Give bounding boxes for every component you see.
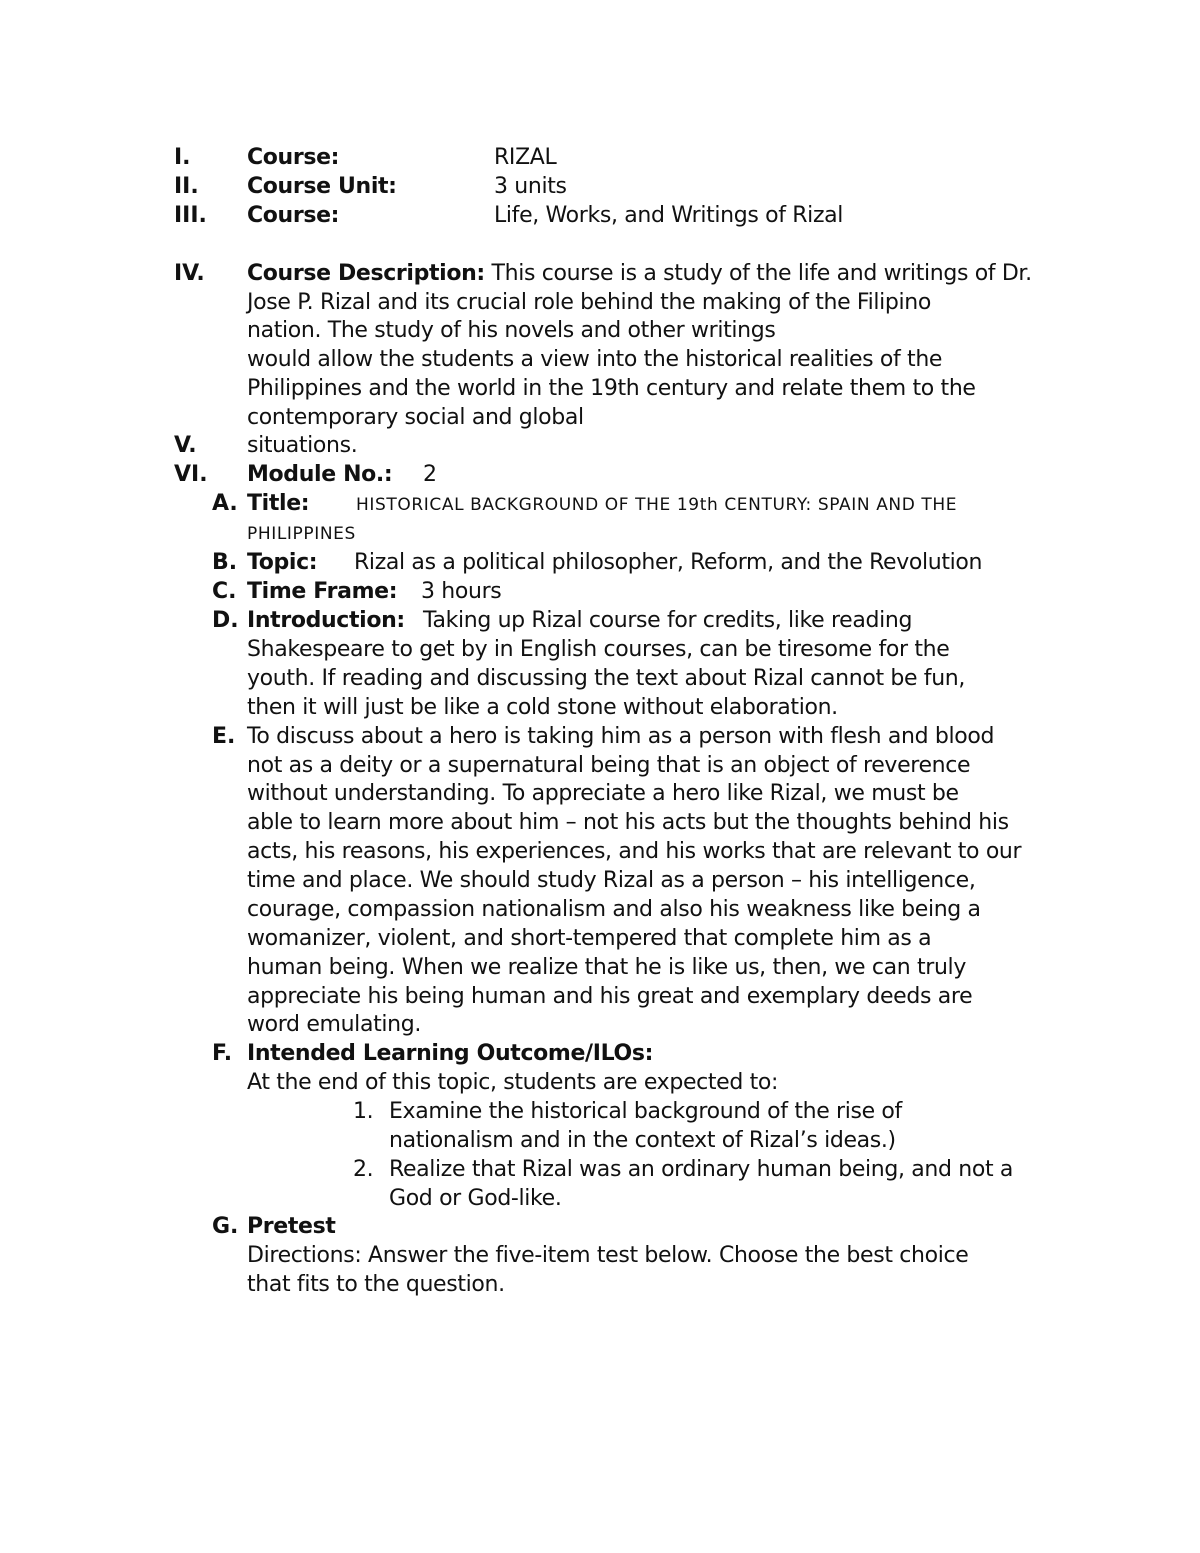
pretest-directions: that fits to the question. bbox=[247, 1272, 505, 1297]
module-label: Module No.: bbox=[247, 462, 393, 487]
title-label: Title: bbox=[247, 491, 310, 516]
ilo-item-text: Examine the historical background of the rise of bbox=[389, 1099, 902, 1124]
introduction-line: Taking up Rizal course for credits, like reading bbox=[423, 608, 913, 633]
ilo-item-number: 1. bbox=[353, 1099, 374, 1124]
hero-paragraph-line: womanizer, violent, and short-tempered that complete him as a bbox=[247, 926, 932, 951]
hero-paragraph-line: able to learn more about him – not his acts but the thoughts behind his bbox=[247, 810, 1009, 835]
hero-paragraph-line: appreciate his being human and his great and exemplary deeds are bbox=[247, 984, 973, 1009]
letter-g: G. bbox=[212, 1214, 239, 1239]
course-title-label: Course: bbox=[247, 203, 340, 228]
hero-paragraph-line: courage, compassion nationalism and also his weakness like being a bbox=[247, 897, 981, 922]
ilo-item-text: God or God-like. bbox=[389, 1186, 562, 1211]
hero-paragraph-line: acts, his reasons, his experiences, and his works that are relevant to our bbox=[247, 839, 1022, 864]
hero-paragraph-line: without understanding. To appreciate a hero like Rizal, we must be bbox=[247, 781, 959, 806]
letter-d: D. bbox=[212, 608, 239, 633]
ilo-item-number: 2. bbox=[353, 1157, 374, 1182]
module-value: 2 bbox=[423, 462, 437, 487]
course-description-line: nation. The study of his novels and other writings bbox=[247, 318, 776, 343]
ilo-heading: Intended Learning Outcome/ILOs: bbox=[247, 1041, 654, 1066]
ilo-intro: At the end of this topic, students are expected to: bbox=[247, 1070, 779, 1095]
introduction-line: then it will just be like a cold stone without elaboration. bbox=[247, 695, 838, 720]
letter-a: A. bbox=[212, 491, 238, 516]
numeral-vi: VI. bbox=[174, 462, 208, 487]
letter-e: E. bbox=[212, 724, 236, 749]
title-value: PHILIPPINES bbox=[247, 524, 356, 544]
numeral-i: I. bbox=[174, 145, 191, 170]
title-value: HISTORICAL BACKGROUND OF THE 19th CENTURY: SPAIN AND THE bbox=[356, 495, 958, 515]
course-description-line: contemporary social and global bbox=[247, 405, 584, 430]
course-unit-value: 3 units bbox=[494, 174, 567, 199]
pretest-directions: Directions: Answer the five-item test below. Choose the best choice bbox=[247, 1243, 969, 1268]
numeral-v: V. bbox=[174, 433, 197, 458]
ilo-item-text: nationalism and in the context of Rizal’s ideas.) bbox=[389, 1128, 896, 1153]
pretest-heading: Pretest bbox=[247, 1214, 336, 1239]
course-description-text: This course is a study of the life and writings of Dr. bbox=[484, 261, 1032, 286]
topic-value: Rizal as a political philosopher, Reform, and the Revolution bbox=[354, 550, 983, 575]
course-description-line: would allow the students a view into the historical realities of the bbox=[247, 347, 943, 372]
course-description-line bbox=[247, 259, 1032, 288]
hero-paragraph-line: human being. When we realize that he is like us, then, we can truly bbox=[247, 955, 966, 980]
course-value: RIZAL bbox=[494, 145, 557, 170]
situations-text: situations. bbox=[247, 433, 358, 458]
course-description-line: Jose P. Rizal and its crucial role behind the making of the Filipino bbox=[247, 290, 932, 315]
ilo-item-text: Realize that Rizal was an ordinary human being, and not a bbox=[389, 1157, 1014, 1182]
hero-paragraph-line: time and place. We should study Rizal as a person – his intelligence, bbox=[247, 868, 976, 893]
topic-label: Topic: bbox=[247, 550, 318, 575]
course-unit-label: Course Unit: bbox=[247, 174, 397, 199]
course-description-line: Philippines and the world in the 19th century and relate them to the bbox=[247, 376, 976, 401]
numeral-ii: II. bbox=[174, 174, 199, 199]
numeral-iii: III. bbox=[174, 203, 207, 228]
hero-paragraph-line: word emulating. bbox=[247, 1012, 421, 1037]
hero-paragraph-line: not as a deity or a supernatural being that is an object of reverence bbox=[247, 753, 971, 778]
course-description-label: Course Description: bbox=[247, 261, 485, 286]
introduction-line: Shakespeare to get by in English courses, can be tiresome for the bbox=[247, 637, 950, 662]
letter-c: C. bbox=[212, 579, 237, 604]
hero-paragraph-line: To discuss about a hero is taking him as a person with flesh and blood bbox=[247, 724, 995, 749]
introduction-label: Introduction: bbox=[247, 608, 405, 633]
time-frame-label: Time Frame: bbox=[247, 579, 398, 604]
introduction-line: youth. If reading and discussing the text about Rizal cannot be fun, bbox=[247, 666, 966, 691]
time-frame-value: 3 hours bbox=[421, 579, 502, 604]
course-title-value: Life, Works, and Writings of Rizal bbox=[494, 203, 844, 228]
numeral-iv: IV. bbox=[174, 261, 205, 286]
letter-b: B. bbox=[212, 550, 238, 575]
letter-f: F. bbox=[212, 1041, 233, 1066]
course-label: Course: bbox=[247, 145, 340, 170]
